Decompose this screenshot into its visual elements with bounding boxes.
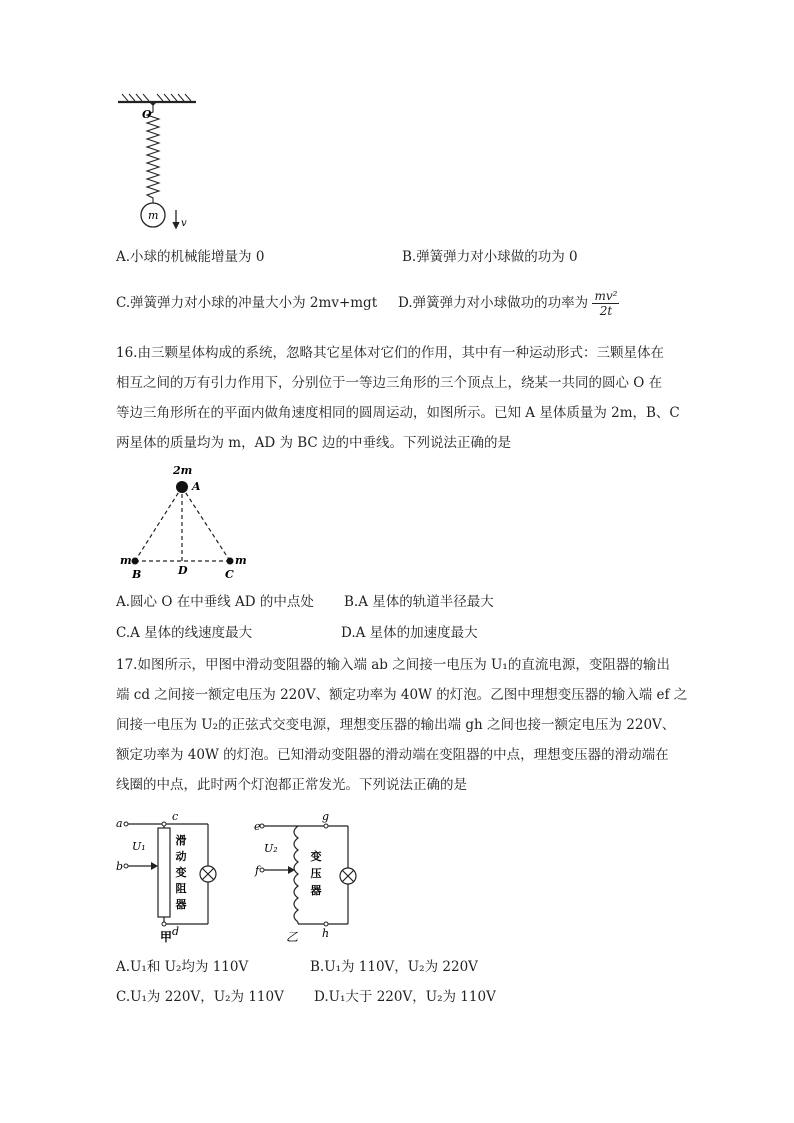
q16-stem-line: 16.由三颗星体构成的系统，忽略其它星体对它们的作用，其中有一种运动形式：三颗星体在	[116, 345, 664, 361]
q16-stem	[116, 338, 696, 458]
star-a-label: A	[192, 480, 201, 493]
mass-label: m	[148, 209, 159, 222]
q17-stem-line: 端 cd 之间接一额定电压为 220V、额定功率为 40W 的灯泡。乙图中理想变压器的输入端 ef 之	[116, 687, 688, 703]
q16-stem-line: 等边三角形所在的平面内做角速度相同的圆周运动，如图所示。已知 A 星体质量为 2m，B、C	[116, 405, 680, 421]
star-a-mass-label: 2m	[173, 464, 193, 477]
transformer-char: 压	[310, 867, 322, 880]
terminal-a-label: a	[116, 817, 123, 830]
terminal-d-label: d	[172, 925, 180, 938]
rheostat-circuit-figure	[112, 810, 232, 945]
figure-caption-jia: 甲	[159, 930, 173, 944]
voltage-u2-label: U₂	[264, 842, 278, 855]
resistor-char: 滑	[175, 834, 187, 847]
q17-option-a: A.U₁和 U₂均为 110V	[116, 959, 249, 975]
q16-option-d: D.A 星体的加速度最大	[341, 625, 478, 641]
q17-stem	[116, 650, 696, 800]
figure-caption-yi: 乙	[285, 930, 299, 944]
star-c	[227, 558, 234, 565]
q16-option-a: A.圆心 O 在中垂线 AD 的中点处	[116, 594, 314, 610]
resistor-char: 阻	[175, 882, 187, 895]
fraction-denominator: 2t	[599, 304, 613, 318]
point-o-label: O	[142, 108, 152, 121]
q16-stem-line: 两星体的质量均为 m，AD 为 BC 边的中垂线。下列说法正确的是	[116, 435, 512, 451]
q17-stem-line: 17.如图所示，甲图中滑动变阻器的输入端 ab 之间接一电压为 U₁的直流电源，变阻器的输出	[116, 657, 670, 673]
star-c-mass-label: m	[235, 554, 247, 567]
q16-option-b: B.A 星体的轨道半径最大	[344, 594, 494, 610]
star-c-label: C	[225, 568, 234, 581]
q17-option-c: C.U₁为 220V，U₂为 110V	[116, 989, 284, 1005]
q15-option-b: B.弹簧弹力对小球做的功为 0	[402, 249, 578, 265]
resistor-char: 动	[175, 850, 187, 863]
q17-stem-line: 线圈的中点，此时两个灯泡都正常发光。下列说法正确的是	[116, 777, 467, 793]
terminal-h-label: h	[322, 927, 330, 940]
resistor-char: 器	[175, 898, 187, 911]
power-fraction	[592, 289, 619, 318]
star-a	[176, 481, 188, 493]
terminal-c-label: c	[172, 810, 179, 823]
terminal-b-label: b	[116, 860, 124, 873]
q15-option-c: C.弹簧弹力对小球的冲量大小为 2mv+mgt	[116, 295, 378, 311]
q15-option-d-text: D.弹簧弹力对小球做功的功率为	[398, 295, 589, 311]
fraction-numerator: mv²	[594, 289, 618, 303]
star-b-label: B	[132, 568, 142, 581]
transformer-char: 器	[310, 884, 322, 897]
resistor-char: 变	[175, 866, 187, 879]
q15-option-a: A.小球的机械能增量为 0	[116, 249, 265, 265]
spring-figure	[112, 92, 222, 237]
q17-option-d: D.U₁大于 220V，U₂为 110V	[314, 989, 496, 1005]
q16-stem-line: 相互之间的万有引力作用下，分别位于一等边三角形的三个顶点上，绕某一共同的圆心 O 在	[116, 375, 663, 391]
q16-option-c: C.A 星体的线速度最大	[116, 625, 253, 641]
star-b-mass-label: m	[120, 554, 132, 567]
q15-option-d	[398, 286, 619, 320]
star-b	[132, 558, 139, 565]
q17-stem-line: 额定功率为 40W 的灯泡。已知滑动变阻器的滑动端在变阻器的中点，理想变压器的滑动端在	[116, 747, 669, 763]
q17-stem-line: 间接一电压为 U₂的正弦式交变电源，理想变压器的输出端 gh 之间也接一额定电压为 220V、	[116, 717, 676, 733]
point-d-label: D	[178, 564, 188, 577]
q17-option-b: B.U₁为 110V，U₂为 220V	[310, 959, 478, 975]
terminal-g-label: g	[322, 810, 330, 823]
voltage-u1-label: U₁	[132, 840, 146, 853]
transformer-char: 变	[310, 850, 322, 863]
terminal-e-label: e	[254, 820, 261, 833]
triangle-stars-figure	[112, 460, 262, 582]
terminal-f-label: f	[255, 864, 260, 877]
velocity-label: v	[181, 218, 187, 229]
transformer-circuit-figure	[252, 810, 372, 945]
